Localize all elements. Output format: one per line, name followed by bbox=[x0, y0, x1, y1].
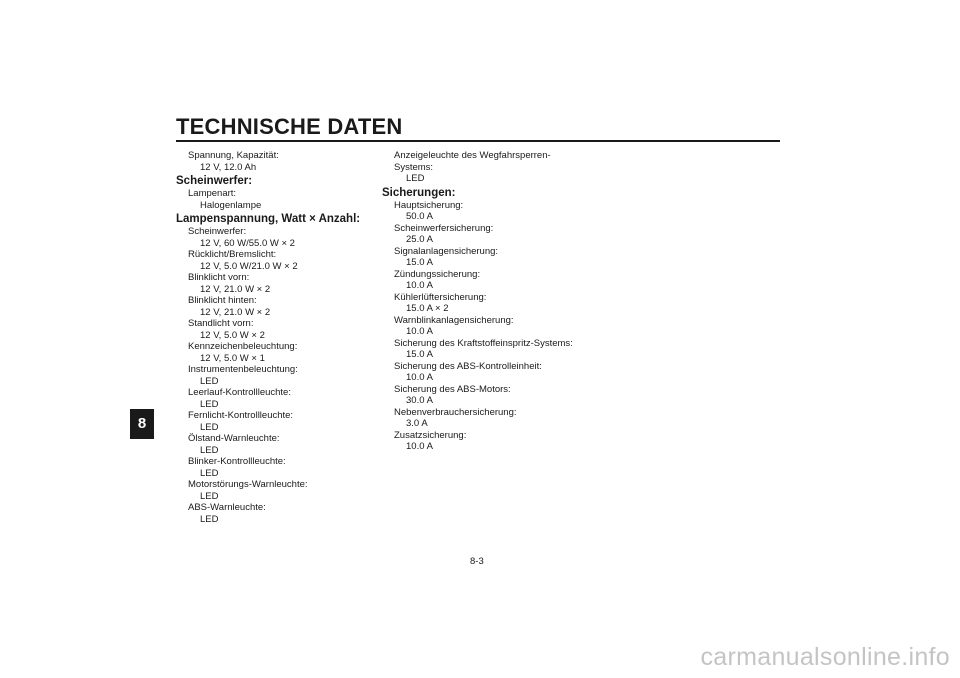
spec-label: Scheinwerfer: bbox=[188, 226, 247, 237]
spec-label: Kühlerlüftersicherung: bbox=[394, 291, 487, 303]
spec-label: Sicherung des Kraftstoffeinspritz-Systems: bbox=[394, 337, 573, 349]
section-heading: Sicherungen: bbox=[382, 186, 456, 199]
spec-column-right bbox=[382, 150, 573, 453]
watermark: carmanualsonline.info bbox=[700, 643, 950, 671]
spec-value: LED bbox=[200, 398, 219, 410]
spec-value: 12 V, 5.0 W × 2 bbox=[200, 329, 265, 341]
spec-value: 10.0 A bbox=[406, 372, 433, 383]
spec-label: Zusatzsicherung: bbox=[394, 429, 467, 441]
spec-label: Signalanlagensicherung: bbox=[394, 245, 499, 257]
spec-label: Hauptsicherung: bbox=[394, 199, 464, 211]
spec-label: Blinklicht vorn: bbox=[188, 272, 250, 283]
chapter-tab: 8 bbox=[130, 409, 154, 439]
spec-label: Sicherung des ABS-Motors: bbox=[394, 383, 511, 395]
spec-label: Fernlicht-Kontrollleuchte: bbox=[188, 410, 294, 421]
spec-label: Leerlauf-Kontrollleuchte: bbox=[188, 387, 291, 398]
spec-label: Instrumentenbeleuchtung: bbox=[188, 364, 298, 375]
spec-value: 12 V, 5.0 W/21.0 W × 2 bbox=[200, 260, 298, 272]
spec-value: LED bbox=[200, 467, 219, 479]
spec-value: LED bbox=[200, 421, 219, 433]
spec-label: ABS-Warnleuchte: bbox=[188, 502, 266, 513]
spec-value: 50.0 A bbox=[406, 211, 433, 222]
spec-value: 12 V, 21.0 W × 2 bbox=[200, 306, 271, 318]
spec-label: Spannung, Kapazität: bbox=[188, 150, 279, 161]
spec-label: Systems: bbox=[394, 161, 434, 173]
spec-value: LED bbox=[200, 513, 219, 525]
spec-value: 3.0 A bbox=[406, 418, 428, 429]
spec-label: Nebenverbrauchersicherung: bbox=[394, 406, 517, 418]
spec-label: Standlicht vorn: bbox=[188, 318, 254, 329]
spec-column-left bbox=[176, 150, 360, 525]
title-rule bbox=[176, 140, 780, 142]
spec-label: Sicherung des ABS-Kontrolleinheit: bbox=[394, 360, 542, 372]
page-number: 8-3 bbox=[470, 556, 484, 567]
spec-label: Lampenart: bbox=[188, 188, 237, 199]
spec-value: 12 V, 21.0 W × 2 bbox=[200, 283, 271, 295]
spec-value: 12 V, 60 W/55.0 W × 2 bbox=[200, 237, 295, 249]
section-heading: Scheinwerfer: bbox=[176, 175, 253, 187]
spec-label: Rücklicht/Bremslicht: bbox=[188, 249, 277, 260]
spec-label: Blinklicht hinten: bbox=[188, 295, 257, 306]
spec-label: Anzeigeleuchte des Wegfahrsperren- bbox=[394, 150, 551, 161]
spec-label: Motorstörungs-Warnleuchte: bbox=[188, 479, 308, 490]
spec-label: Ölstand-Warnleuchte: bbox=[188, 433, 280, 444]
spec-value: LED bbox=[406, 173, 425, 184]
spec-value: 10.0 A bbox=[406, 441, 433, 452]
spec-value: 10.0 A bbox=[406, 280, 433, 291]
spec-value: 15.0 A × 2 bbox=[406, 303, 449, 314]
spec-value: LED bbox=[200, 375, 219, 387]
spec-label: Warnblinkanlagensicherung: bbox=[394, 314, 514, 326]
spec-value: 12 V, 5.0 W × 1 bbox=[200, 352, 265, 364]
spec-value: 12 V, 12.0 Ah bbox=[200, 161, 257, 173]
spec-value: Halogenlampe bbox=[200, 199, 262, 211]
spec-value: 15.0 A bbox=[406, 257, 433, 268]
spec-label: Zündungssicherung: bbox=[394, 268, 481, 280]
spec-value: 15.0 A bbox=[406, 349, 433, 360]
spec-value: LED bbox=[200, 490, 219, 502]
spec-value: 30.0 A bbox=[406, 395, 433, 406]
spec-label: Blinker-Kontrollleuchte: bbox=[188, 456, 286, 467]
spec-label: Scheinwerfersicherung: bbox=[394, 222, 494, 234]
spec-label: Kennzeichenbeleuchtung: bbox=[188, 341, 298, 352]
spec-value: LED bbox=[200, 444, 219, 456]
spec-value: 25.0 A bbox=[406, 234, 433, 245]
page-title: TECHNISCHE DATEN bbox=[176, 114, 403, 139]
section-heading: Lampenspannung, Watt × Anzahl: bbox=[176, 213, 361, 225]
spec-value: 10.0 A bbox=[406, 326, 433, 337]
